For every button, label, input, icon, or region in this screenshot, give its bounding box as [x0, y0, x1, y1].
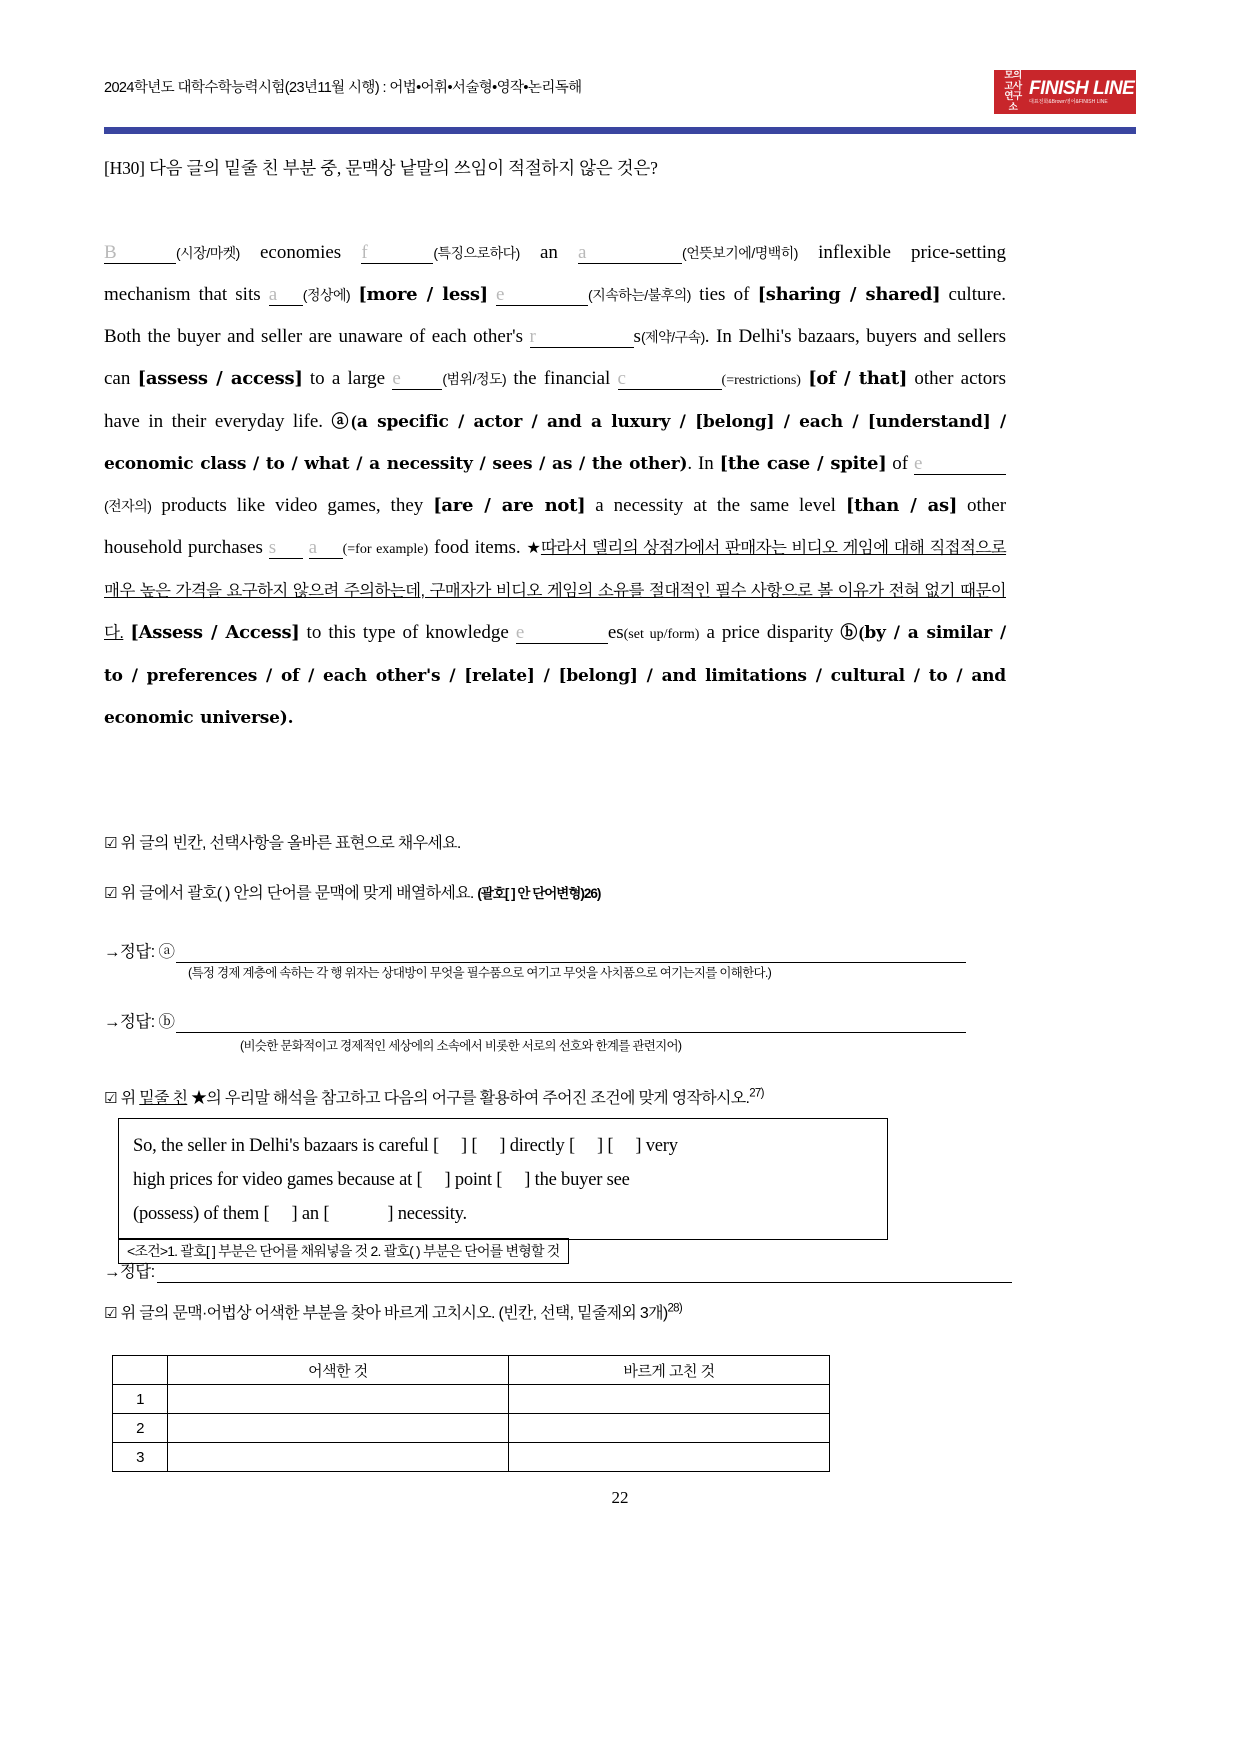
table-row	[113, 1385, 830, 1414]
passage-text-8: the financial	[513, 368, 611, 389]
table-cell-wrong[interactable]	[168, 1443, 509, 1472]
table-row	[113, 1414, 830, 1443]
table-row-number: 1	[113, 1385, 168, 1414]
answer-row-c	[104, 1258, 1012, 1283]
table-header-fixed: 바르게 고친 것	[509, 1356, 830, 1385]
blank-atop[interactable]: a	[269, 285, 303, 306]
answer-row-a	[104, 938, 966, 963]
blank-establish[interactable]: e	[516, 623, 608, 644]
writebox-l2-b: ] point [	[444, 1170, 503, 1190]
answer-a-note: (특정 경제 계층에 속하는 각 행 위자는 상대방이 무엇을 필수품으로 여기고 무엇을 사치품으로 여기는지를 이해한다.)	[188, 966, 772, 980]
passage-text-15: food items.	[434, 537, 521, 558]
arrange-marker-a: ⓐ(	[331, 412, 357, 431]
instruction-2-tag: (괄호[ ] 안 단어변형)	[477, 886, 584, 901]
header-title: 2024학년도 대학수학능력시험(23년11월 시행) : 어법•어휘•서술형•영작•논리독해	[104, 80, 582, 96]
table-row-number: 3	[113, 1443, 168, 1472]
writebox-l2-c: ] the buyer see	[524, 1170, 630, 1190]
header-divider-rule	[104, 127, 1136, 134]
instruction-3-post: ★의 우리말 해석을 참고하고 다음의 어구를 활용하여 주어진 조건에 맞게 영작하시오.	[187, 1090, 750, 1107]
writebox-line-1	[133, 1129, 873, 1163]
table-row	[113, 1443, 830, 1472]
writebox-l1-a: So, the seller in Delhi's bazaars is careful [	[133, 1136, 439, 1156]
gloss-extent: (범위/정도)	[442, 371, 507, 387]
blank-feature[interactable]: f	[361, 243, 433, 264]
table-cell-fixed[interactable]	[509, 1385, 830, 1414]
passage-text-12: products like video games, they	[161, 495, 424, 516]
instruction-1-text: 위 글의 빈칸, 선택사항을 올바른 표현으로 채우세요.	[120, 835, 461, 852]
arrange-words-a[interactable]: a specific / actor / and a luxury / [belong] / each / [understand] / economic class / to / what / a necessity / sees / as / the other	[104, 412, 1006, 474]
condition-bar: <조건>1. 괄호[ ] 부분은 단어를 채워넣을 것 2. 괄호( ) 부분은 단어를 변형할 것	[118, 1238, 569, 1264]
logo-kr-line1: 모의	[1004, 70, 1022, 81]
passage-text-4: ties of	[699, 284, 750, 305]
table-header-row	[113, 1356, 830, 1385]
table-header-blank	[113, 1356, 168, 1385]
english-writing-box[interactable]	[118, 1118, 888, 1240]
logo-kr-line3: 연구소	[1004, 91, 1022, 113]
gloss-electronic: (전자의)	[104, 498, 152, 514]
instruction-fill-blanks	[104, 830, 461, 853]
answer-c-line[interactable]	[157, 1262, 1012, 1283]
writebox-l3-b: ] an [	[291, 1204, 330, 1224]
passage-text-2: an	[539, 242, 558, 263]
instruction-2-text: 위 글에서 괄호( ) 안의 단어를 문맥에 맞게 배열하세요.	[120, 885, 474, 902]
passage-text-13: a necessity at the same level	[595, 495, 836, 516]
blank-constraints[interactable]: c	[618, 369, 722, 390]
logo-korean-text	[1000, 71, 1026, 113]
instruction-find-errors	[104, 1300, 682, 1323]
writebox-line-3	[133, 1197, 873, 1231]
choice-assess-access-2[interactable]: [Assess / Access]	[130, 622, 300, 643]
passage-text-6: . In Delhi's bazaars, buyers and sellers can	[104, 326, 1007, 389]
answer-c-label: →정답:	[104, 1263, 155, 1281]
blank-establish-suffix: es	[607, 622, 624, 643]
question-stem: [H30] 다음 글의 밑줄 친 부분 중, 문맥상 낱말의 쓰임이 적절하지 않은 것은?	[104, 158, 658, 178]
page-number: 22	[611, 1488, 629, 1507]
writebox-l3-a: (possess) of them [	[133, 1204, 270, 1224]
answer-b-line[interactable]	[176, 1012, 966, 1033]
blank-restraint-suffix: s	[633, 326, 641, 347]
gloss-atop: (정상에)	[302, 287, 351, 303]
arrange-marker-b: ⓑ(	[840, 623, 865, 642]
arrange-words-b[interactable]: by / a similar / to / preferences / of / each other's / [relate] / [belong] / and limitations / cultural / to / and economic universe	[104, 623, 1007, 728]
gloss-establish: (set up/form)	[623, 627, 700, 642]
checkbox-icon-4[interactable]: ☑	[104, 1304, 117, 1322]
writebox-line-2	[133, 1163, 873, 1197]
passage-text-17: a price disparity	[706, 622, 834, 643]
checkbox-icon-3[interactable]: ☑	[104, 1089, 117, 1107]
logo-subtitle: 대표전화&Brown영어&FINISH LINE	[1029, 98, 1108, 105]
logo-brand-block	[1029, 79, 1134, 106]
passage-text-3: inflexible price-setting mechanism that sits	[104, 242, 1007, 305]
gloss-market: (시장/마켓)	[176, 245, 240, 261]
instruction-3-pre: 위	[120, 1090, 140, 1107]
blank-such[interactable]: s	[269, 538, 303, 559]
answer-a-label: →정답: ⓐ	[104, 943, 175, 961]
blank-extent[interactable]: e	[392, 369, 442, 390]
answer-b-note: (비슷한 문화적이고 경제적인 세상에의 소속에서 비롯한 서로의 선호와 한계를 관련지어)	[240, 1039, 682, 1053]
passage-text-1: economies	[259, 242, 342, 263]
answer-a-line[interactable]	[176, 942, 966, 963]
table-row-number: 2	[113, 1414, 168, 1443]
gloss-apparently: (언뜻보기에/명백히)	[682, 245, 798, 261]
writebox-l1-b: ] [	[460, 1136, 478, 1156]
writebox-l2-a: high prices for video games because at [	[133, 1170, 423, 1190]
gloss-forexample: (=for example)	[342, 542, 429, 557]
arrange-close-a: )	[679, 454, 688, 474]
gloss-constraints: (=restrictions)	[721, 373, 801, 388]
passage-text-7: to a large	[309, 368, 386, 389]
choice-are-arenot[interactable]: [are / are not]	[433, 495, 586, 516]
korean-translation-underlined: 따라서 델리의 상점가에서 판매자는 비디오 게임에 대해 직접적으로 매우 높은 가격을 요구하지 않으려 주의하는데, 구매자가 비디오 게임의 소유를 절대적인 필수 사항으로 볼 이유가 전혀 없기 때문이다.	[104, 539, 1007, 642]
instruction-translate	[104, 1085, 764, 1108]
table-header-wrong: 어색한 것	[168, 1356, 509, 1385]
table-cell-fixed[interactable]	[509, 1414, 830, 1443]
instruction-3-sup: 27)	[749, 1087, 764, 1100]
passage-text-9: other actors have in their everyday life.	[104, 368, 1007, 432]
instruction-3-underlined: 밑줄 친	[139, 1090, 188, 1107]
instruction-arrange-words	[104, 880, 600, 903]
instruction-4-text: 위 글의 문맥·어법상 어색한 부분을 찾아 바르게 고치시오. (빈칸, 선택, 밑줄제외 3개)	[120, 1305, 668, 1322]
gloss-feature: (특징으로하다)	[433, 245, 520, 261]
answer-b-label: →정답: ⓑ	[104, 1013, 175, 1031]
choice-more-less[interactable]: [more / less]	[358, 284, 488, 305]
passage-text-16: to this type of knowledge	[306, 622, 509, 643]
blank-enduring[interactable]: e	[496, 285, 588, 306]
passage-body	[104, 232, 1006, 739]
checkbox-icon-2[interactable]: ☑	[104, 884, 117, 902]
blank-apparently[interactable]: a	[578, 243, 682, 264]
logo-kr-line2: 고사	[1004, 80, 1022, 92]
writebox-l1-d: ] [	[597, 1136, 614, 1156]
arrange-close-b: ).	[279, 708, 294, 728]
choice-sharing-shared[interactable]: [sharing / shared]	[757, 284, 941, 305]
logo-brand-text: FINISH LINE	[1029, 77, 1135, 99]
gloss-enduring: (지속하는/불후의)	[588, 287, 691, 303]
passage-text-10: . In	[687, 453, 714, 474]
choice-assess-access[interactable]: [assess / access]	[137, 368, 303, 389]
choice-than-as[interactable]: [than / as]	[845, 495, 958, 516]
choice-of-that[interactable]: [of / that]	[808, 368, 908, 389]
gloss-restraint: (제약/구속)	[640, 329, 705, 345]
page-header	[104, 70, 1136, 130]
table-cell-fixed[interactable]	[509, 1443, 830, 1472]
instruction-4-sup: 28)	[667, 1302, 682, 1315]
writebox-l1-e: ] very	[635, 1136, 678, 1156]
answer-row-b	[104, 1008, 966, 1033]
checkbox-icon-1[interactable]: ☑	[104, 834, 117, 852]
blank-restraint[interactable]: r	[530, 327, 634, 348]
passage-text-14: other household purchases	[104, 495, 1007, 558]
instruction-2-sup: 26)	[583, 886, 601, 901]
passage-text-11: of	[892, 453, 909, 474]
blank-electronic[interactable]: e	[914, 454, 1006, 475]
writebox-l1-c: ] directly [	[499, 1136, 575, 1156]
blank-market[interactable]: B	[104, 243, 176, 264]
blank-as[interactable]: a	[309, 538, 343, 559]
finish-line-logo	[994, 70, 1136, 114]
choice-case-spite[interactable]: [the case / spite]	[719, 453, 887, 474]
star-marker: ★	[526, 540, 541, 557]
writebox-l3-c: ] necessity.	[387, 1204, 467, 1224]
error-correction-table	[112, 1355, 830, 1472]
table-cell-wrong[interactable]	[168, 1414, 509, 1443]
passage-text-5: culture. Both the buyer and seller are unaware of each other's	[104, 284, 1007, 347]
table-cell-wrong[interactable]	[168, 1385, 509, 1414]
